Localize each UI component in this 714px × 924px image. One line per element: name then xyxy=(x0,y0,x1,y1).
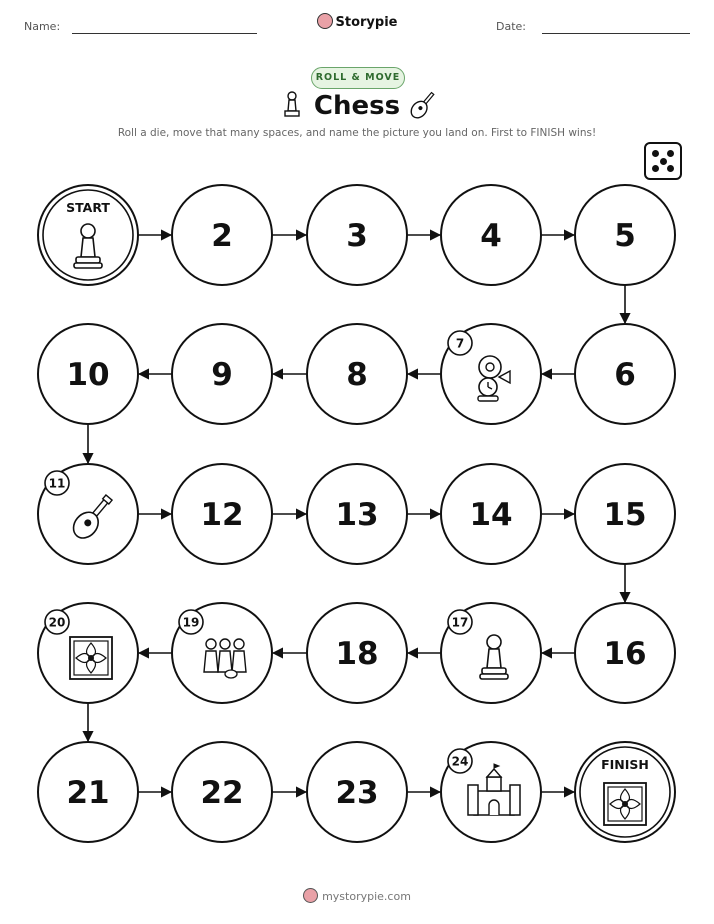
space-number: 12 xyxy=(200,497,244,533)
board-space-12[interactable] xyxy=(172,464,272,564)
board-space-21[interactable] xyxy=(38,742,138,842)
name-label: Name: xyxy=(24,20,61,33)
tile-icon xyxy=(604,783,646,825)
board-space-4[interactable] xyxy=(441,185,541,285)
people-icon xyxy=(204,639,246,678)
brand-name: Storypie xyxy=(335,15,398,30)
space-number: 15 xyxy=(603,497,647,533)
svg-text:20: 20 xyxy=(48,615,66,630)
space-number-badge xyxy=(448,331,472,355)
space-number: 2 xyxy=(211,218,233,254)
date-label: Date: xyxy=(496,20,526,33)
start-space[interactable] xyxy=(38,185,138,285)
board-space-14[interactable] xyxy=(441,464,541,564)
board-space-16[interactable] xyxy=(575,603,675,703)
board-space-19[interactable] xyxy=(172,603,272,703)
space-number: 18 xyxy=(335,636,379,672)
space-number: 9 xyxy=(211,357,233,393)
finish-label: FINISH xyxy=(601,757,649,772)
board-space-6[interactable] xyxy=(575,324,675,424)
svg-text:11: 11 xyxy=(48,476,66,491)
svg-text:19: 19 xyxy=(182,615,200,630)
space-number-badge xyxy=(45,610,69,634)
footer xyxy=(0,888,714,903)
space-number-badge xyxy=(448,749,472,773)
board-space-2[interactable] xyxy=(172,185,272,285)
space-number: 22 xyxy=(200,775,244,811)
board-space-11[interactable] xyxy=(38,464,138,564)
space-number: 5 xyxy=(614,218,636,254)
svg-text:17: 17 xyxy=(451,615,469,630)
start-label: START xyxy=(66,200,110,215)
svg-text:24: 24 xyxy=(451,754,469,769)
footer-url[interactable]: mystorypie.com xyxy=(322,890,411,903)
space-number: 23 xyxy=(335,775,379,811)
space-number: 21 xyxy=(66,775,110,811)
space-number-badge xyxy=(45,471,69,495)
board-space-13[interactable] xyxy=(307,464,407,564)
board-space-22[interactable] xyxy=(172,742,272,842)
board-space-9[interactable] xyxy=(172,324,272,424)
space-number: 10 xyxy=(66,357,110,393)
board-space-15[interactable] xyxy=(575,464,675,564)
board-space-7[interactable] xyxy=(441,324,541,424)
board-space-24[interactable] xyxy=(441,742,541,842)
space-number: 3 xyxy=(346,218,368,254)
mode-badge: ROLL & MOVE xyxy=(311,67,405,89)
svg-text:7: 7 xyxy=(455,336,465,351)
board-space-18[interactable] xyxy=(307,603,407,703)
space-number-badge xyxy=(448,610,472,634)
board-space-23[interactable] xyxy=(307,742,407,842)
bear-icon xyxy=(303,888,318,903)
space-number: 8 xyxy=(346,357,368,393)
board-space-17[interactable] xyxy=(441,603,541,703)
board-space-3[interactable] xyxy=(307,185,407,285)
space-number: 6 xyxy=(614,357,636,393)
tile-icon xyxy=(70,637,112,679)
board-space-10[interactable] xyxy=(38,324,138,424)
board-space-5[interactable] xyxy=(575,185,675,285)
space-number: 14 xyxy=(469,497,513,533)
space-number: 4 xyxy=(480,218,502,254)
finish-space[interactable] xyxy=(575,742,675,842)
board-space-20[interactable] xyxy=(38,603,138,703)
space-number-badge xyxy=(179,610,203,634)
space-number: 16 xyxy=(603,636,647,672)
board-space-8[interactable] xyxy=(307,324,407,424)
page-title: Chess xyxy=(313,91,401,121)
instructions: Roll a die, move that many spaces, and name the picture you land on. First to FINISH wins! xyxy=(117,127,597,139)
space-number: 13 xyxy=(335,497,379,533)
